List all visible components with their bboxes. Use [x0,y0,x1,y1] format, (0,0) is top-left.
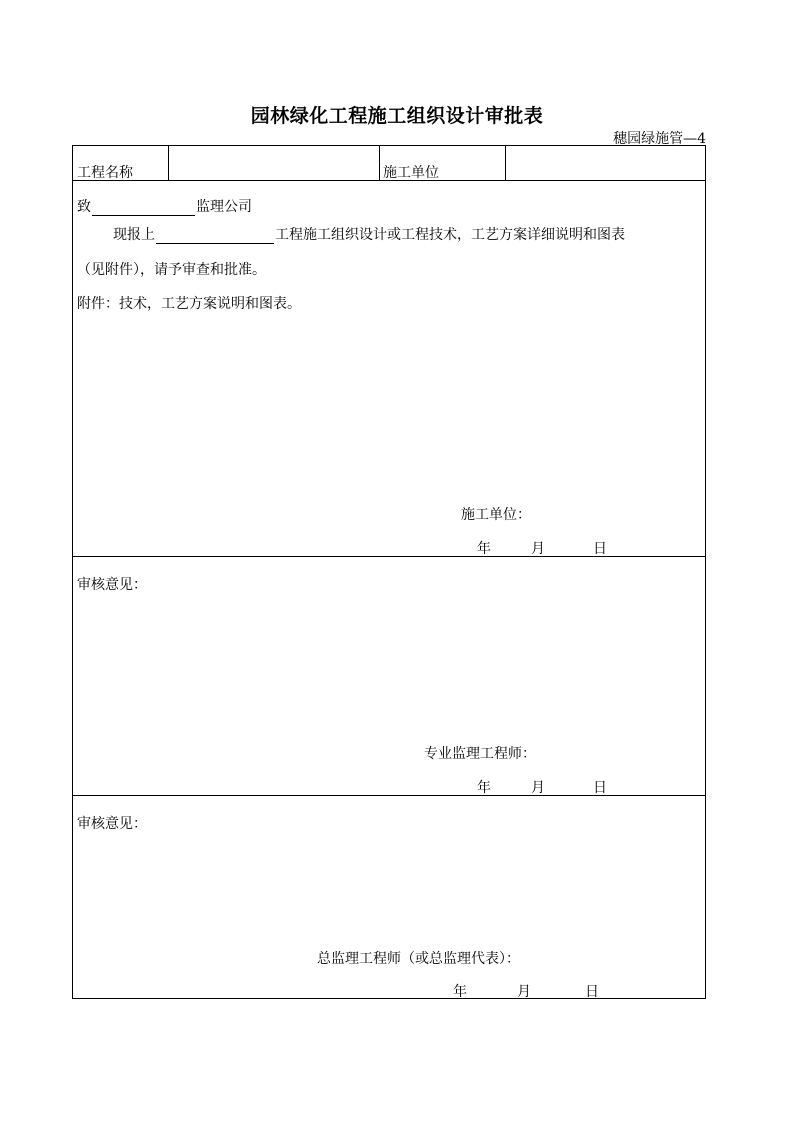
cell-divider [379,146,380,180]
project-name-label: 工程名称 [77,165,133,181]
form-code: 穗园绿施管—4 [613,131,706,147]
cell-divider [168,146,169,180]
review2-date-year: 年 [453,984,467,1000]
report-prefix: 现报上 [113,227,155,243]
review1-date-day: 日 [593,780,607,796]
review2-date-month: 月 [517,984,531,1000]
form-title: 园林绿化工程施工组织设计审批表 [250,105,544,127]
attachment-note: 附件：技术，工艺方案说明和图表。 [77,296,301,312]
submission-to-line [77,196,252,216]
review2-date-day: 日 [585,984,599,1000]
project-blank[interactable] [156,229,274,244]
to-prefix: 致 [77,199,91,215]
review2-label: 审核意见： [77,816,147,832]
report-suffix: 工程施工组织设计或工程技术，工艺方案详细说明和图表 [275,227,625,243]
approval-form-table [72,145,706,999]
row-divider [73,795,705,796]
construction-unit-label: 施工单位 [383,165,439,181]
row-divider [73,556,705,557]
submission-report-line [113,224,625,244]
submission-date-year: 年 [477,541,491,557]
supervision-company-blank[interactable] [92,201,195,216]
review1-date-month: 月 [531,780,545,796]
review1-label: 审核意见： [77,577,147,593]
row-divider [73,180,705,181]
specialist-engineer-signature: 专业监理工程师： [424,746,536,762]
supervision-company-label: 监理公司 [196,199,252,215]
submission-date-day: 日 [593,541,607,557]
construction-unit-signature: 施工单位： [461,507,531,523]
review1-date-year: 年 [477,780,491,796]
cell-divider [505,146,506,180]
submission-date-month: 月 [531,541,545,557]
chief-engineer-signature: 总监理工程师（或总监理代表）： [317,951,520,967]
report-line-2: （见附件），请予审查和批准。 [77,262,266,278]
